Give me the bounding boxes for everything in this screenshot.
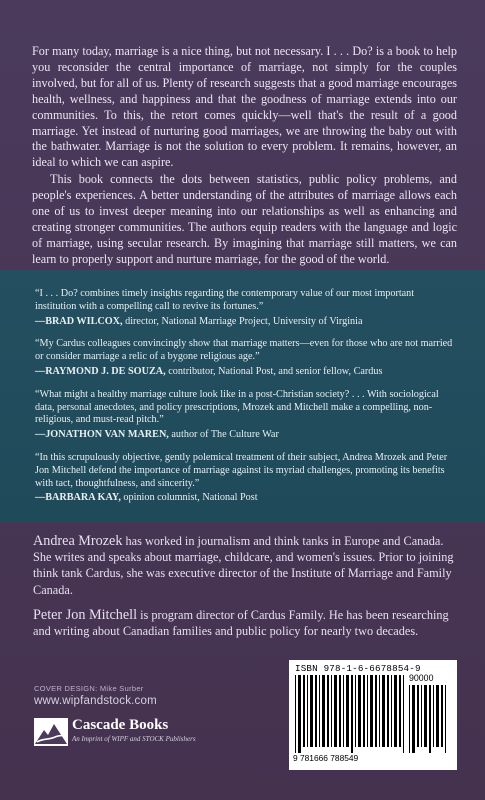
barcode-bar <box>363 675 365 747</box>
description-paragraph-1: For many today, marriage is a nice thing, but not necessary. I . . . Do? is a book to help you reconsider the central importance of marriage, not simply for the couples involved, but for all of us. Plenty of research suggests that a good marriage encourages health, wellness, and happiness and that the goodness of marriage extends into our communities. To this, the retort comes quickly—well that's the result of a good marriage. Yet instead of nurturing good marriages, we are throwing the baby out with the bathwater. Marriage is not the solution to every problem. It remains, however, an ideal to which we can aspire. <box>32 44 457 170</box>
barcode-bar <box>409 685 410 753</box>
endorsement-1 <box>35 288 455 328</box>
endorsement-attribution <box>35 366 455 379</box>
endorser-name: —BRAD WILCOX, <box>35 315 123 327</box>
barcode-bar <box>331 675 332 747</box>
barcode-bar <box>403 675 404 753</box>
publisher-name: Cascade Books <box>72 717 169 733</box>
price-code: 90000 <box>409 673 434 683</box>
endorser-name: —RAYMOND J. DE SOUZA, <box>35 365 166 377</box>
author-name: Andrea Mrozek <box>33 533 123 549</box>
barcode-bar <box>429 685 431 753</box>
publisher-website: www.wipfandstock.com <box>34 695 157 707</box>
barcode-bar <box>334 675 337 747</box>
barcode-bar <box>310 675 313 747</box>
barcode-bars <box>295 675 407 753</box>
endorsement-attribution <box>35 429 455 442</box>
endorsement-2 <box>35 338 455 378</box>
barcode-bar <box>399 675 401 747</box>
barcode-bar <box>379 675 380 747</box>
barcode-bar <box>445 685 446 753</box>
barcode-bar <box>394 675 397 747</box>
endorsement-4 <box>35 452 455 505</box>
barcode-bar <box>433 685 434 747</box>
barcode-bar <box>303 675 305 747</box>
cover-design-credit: COVER DESIGN: Mike Surber <box>34 684 144 693</box>
endorsement-quote: “What might a healthy marriage culture look like in a post-Christian society? . . . With sociological data, personal anecdotes, and policy prescriptions, Mrozek and Mitchell make a compelling, non-religious, and must-read pitch.” <box>35 388 439 426</box>
barcode-bar <box>322 675 325 747</box>
barcode-bar <box>412 685 415 753</box>
isbn-number: ISBN 978-1-6-6678854-9 <box>295 663 421 674</box>
publisher-tagline: An Imprint of WIPF and STOCK Publishers <box>72 735 196 743</box>
description-paragraph-2: This book connects the dots between statistics, public policy problems, and people's experiences. A better understanding of the attributes of marriage allows each one of us to invest deeper meaning into our relationships as well as enhancing and creating stronger communities. The authors equip readers with the language and logic of marriage, using secular research. By imagining that marriage still matters, we can learn to properly support and nurture marriage, for the good of the world. <box>32 172 457 266</box>
endorsement-attribution <box>35 316 455 329</box>
endorser-role: contributor, National Post, and senior fellow, Cardus <box>168 365 383 377</box>
barcode-bar <box>346 675 349 747</box>
barcode-bar <box>307 675 308 747</box>
endorser-role: director, National Marriage Project, University of Virginia <box>125 315 363 327</box>
barcode-bar <box>339 675 341 747</box>
barcode-bar <box>343 675 344 747</box>
barcode-bar <box>351 675 353 753</box>
endorsement-quote: “I . . . Do? combines timely insights regarding the contemporary value of our most important institution with a compelling call to revive its fortunes.” <box>35 288 415 312</box>
endorsement-quote: “My Cardus colleagues convincingly show that marriage matters—even for those who are not married or consider marriage a relic of a bygone religious age.” <box>35 338 453 363</box>
author-bio-2 <box>33 607 455 639</box>
barcode-bar <box>417 685 419 747</box>
barcode-bar <box>327 675 329 747</box>
isbn-barcode <box>289 660 457 770</box>
barcode-bar <box>370 675 373 747</box>
price-barcode-bars <box>409 685 449 753</box>
barcode-bar <box>375 675 377 747</box>
barcode-bar <box>315 675 317 747</box>
book-description <box>0 0 485 268</box>
author-name: Peter Jon Mitchell <box>33 606 138 623</box>
endorsement-quote: “In this scrupulously objective, gently polemical treatment of their subject, Andrea Mrozek and Peter Jon Mitchell defend the importance of marriage against its myriad challenges, promoting its benefits with tact, thoughtfulness, and sincerity.” <box>35 451 448 489</box>
barcode-bar <box>441 685 443 747</box>
barcode-bar <box>391 675 392 747</box>
endorsement-attribution <box>35 492 455 505</box>
author-bio-text: has worked in journalism and think tanks in Europe and Canada. She writes and speaks about marriage, childcare, and women's issues. Prior to joining think tank Cardus, she was executive director of the Institute of Marriage and Family Canada. <box>33 534 454 597</box>
author-bio-1 <box>33 533 455 598</box>
barcode-bar <box>298 675 301 753</box>
barcode-bar <box>295 675 296 753</box>
barcode-bar <box>382 675 385 747</box>
author-bio-text: is program director of Cardus Family. He has been researching and writing about Canadian families and public policy for nearly two decades. <box>33 607 449 639</box>
endorser-role: author of The Culture War <box>171 429 279 441</box>
cascade-logo-icon <box>34 718 68 746</box>
endorser-role: opinion columnist, National Post <box>123 492 258 504</box>
endorsement-3 <box>35 389 455 442</box>
barcode-bar <box>358 675 361 747</box>
barcode-bar <box>355 675 356 747</box>
author-bios <box>0 533 485 648</box>
barcode-bar <box>367 675 368 747</box>
barcode-bar <box>319 675 320 747</box>
barcode-bar <box>421 685 422 747</box>
endorsements-band <box>0 270 485 522</box>
publisher-logo <box>34 715 234 749</box>
endorser-name: —BARBARA KAY, <box>35 492 121 504</box>
endorser-name: —JONATHON VAN MAREN, <box>35 429 169 441</box>
barcode-bar <box>424 685 427 747</box>
barcode-bar <box>387 675 389 747</box>
barcode-digits: 9 781666 788549 <box>293 753 359 763</box>
barcode-bar <box>436 685 439 747</box>
